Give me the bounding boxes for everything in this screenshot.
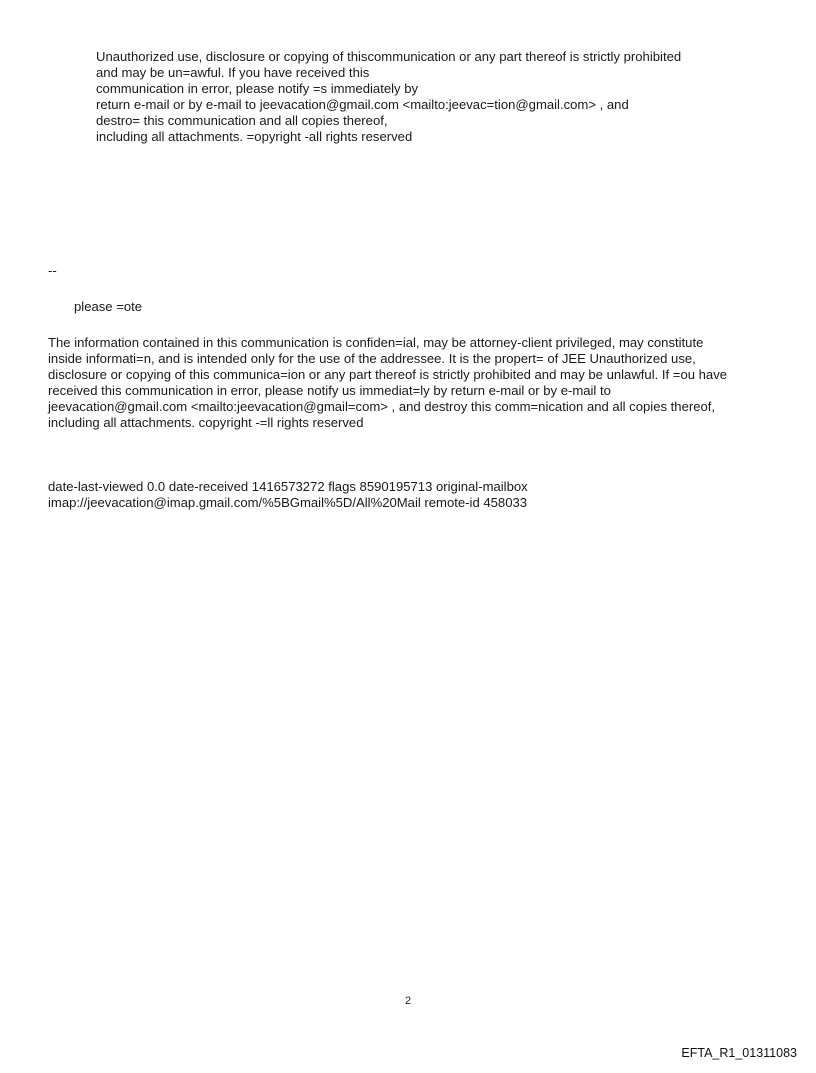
confidentiality-notice-line: including all attachments. copyright -=ll rights reserved [48, 415, 364, 430]
quoted-disclaimer-line: destro= this communication and all copies thereof, [96, 113, 388, 128]
quoted-disclaimer [96, 49, 681, 145]
quoted-disclaimer-line: Unauthorized use, disclosure or copying of thiscommunication or any part thereof is strictly prohibited [96, 49, 682, 64]
confidentiality-notice-line: received this communication in error, please notify us immediat=ly by return e-mail or by e-mail to [48, 383, 611, 398]
bates-number: EFTA_R1_01311083 [681, 1046, 797, 1060]
quoted-disclaimer-line: and may be un=awful. If you have received this [96, 65, 370, 80]
confidentiality-notice-line: jeevacation@gmail.com <mailto:jeevacation@gmail=com> , and destroy this comm=nication and all copies thereof, [48, 399, 716, 414]
confidentiality-notice-line: inside informati=n, and is intended only for the use of the addressee. It is the propert= of JEE Unauthorized use, [48, 351, 696, 366]
quoted-disclaimer-line: communication in error, please notify =s immediately by [96, 81, 419, 96]
quoted-disclaimer-line: return e-mail or by e-mail to jeevacation@gmail.com <mailto:jeevac=tion@gmail.com> , and [96, 97, 629, 112]
confidentiality-notice-line: disclosure or copying of this communica=ion or any part thereof is strictly prohibited and may be unlawful. If =ou have [48, 367, 728, 382]
message-metadata-line: date-last-viewed 0.0 date-received 1416573272 flags 8590195713 original-mailbox [48, 479, 528, 494]
please-note-heading: please =ote [74, 299, 143, 314]
page-number: 2 [404, 995, 412, 1007]
message-metadata [48, 479, 528, 511]
quoted-disclaimer-line: including all attachments. =opyright -all rights reserved [96, 129, 413, 144]
message-metadata-line: imap://jeevacation@imap.gmail.com/%5BGmail%5D/All%20Mail remote-id 458033 [48, 495, 528, 510]
confidentiality-notice [48, 335, 727, 431]
signature-separator: -- [48, 263, 57, 278]
confidentiality-notice-line: The information contained in this communication is confiden=ial, may be attorney-client privileged, may constitute [48, 335, 704, 350]
